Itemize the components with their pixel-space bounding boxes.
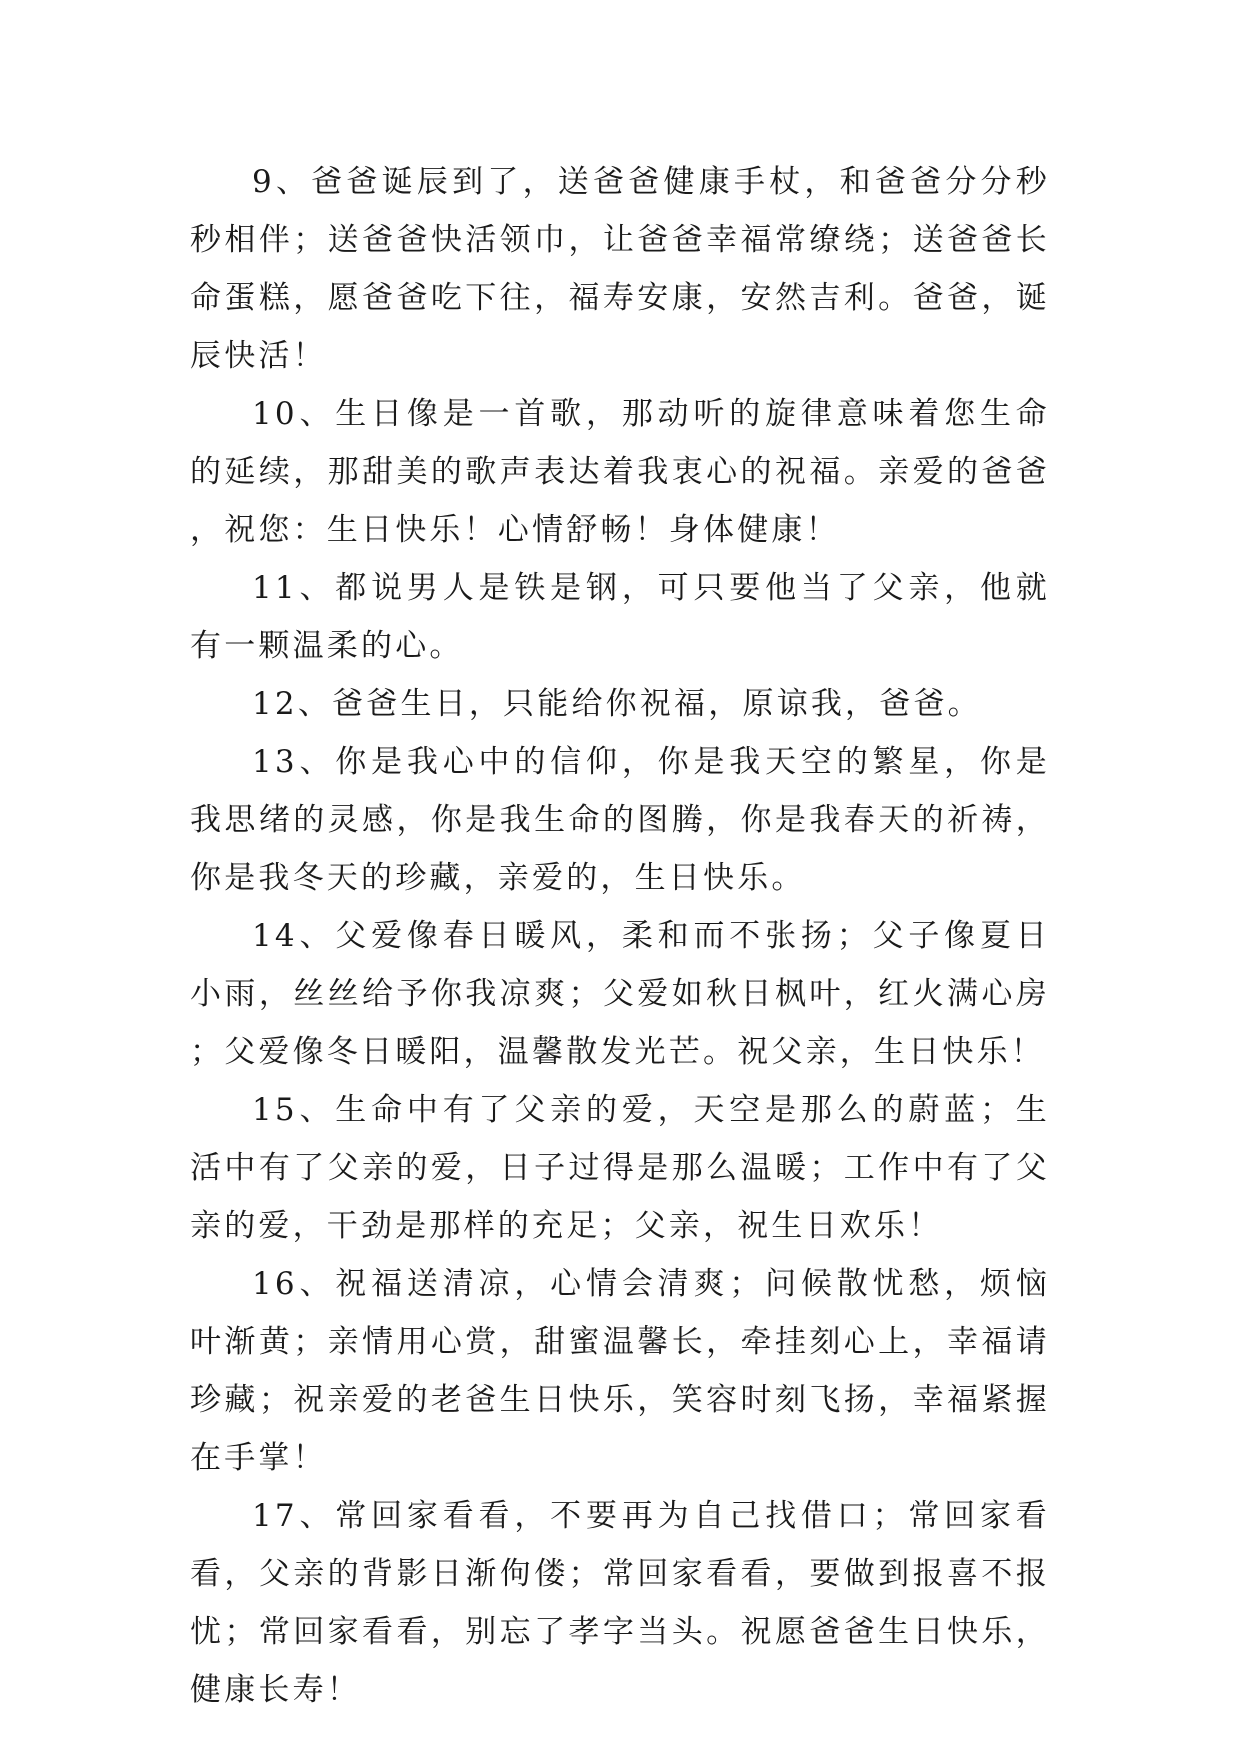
paragraph-9: 9、爸爸诞辰到了，送爸爸健康手杖，和爸爸分分秒秒相伴；送爸爸快活领巾，让爸爸幸福常缭绕；送爸爸长命蛋糕，愿爸爸吃下往，福寿安康，安然吉利。爸爸，诞辰快活！ [190, 164, 1050, 374]
paragraph-11: 11、都说男人是铁是钢，可只要他当了父亲，他就有一颗温柔的心。 [190, 570, 1050, 664]
document-body [190, 153, 1050, 1719]
paragraph-14: 14、父爱像春日暖风，柔和而不张扬；父子像夏日小雨，丝丝给予你我凉爽；父爱如秋日枫叶，红火满心房；父爱像冬日暖阳，温馨散发光芒。祝父亲，生日快乐！ [190, 918, 1050, 1070]
paragraph-17: 17、常回家看看，不要再为自己找借口；常回家看看，父亲的背影日渐佝偻；常回家看看，要做到报喜不报忧；常回家看看，别忘了孝字当头。祝愿爸爸生日快乐，健康长寿！ [190, 1498, 1050, 1708]
paragraph-12: 12、爸爸生日，只能给你祝福，原谅我，爸爸。 [252, 686, 982, 722]
paragraph-16: 16、祝福送清凉，心情会清爽；问候散忧愁，烦恼叶渐黄；亲情用心赏，甜蜜温馨长，牵挂刻心上，幸福请珍藏；祝亲爱的老爸生日快乐，笑容时刻飞扬，幸福紧握在手掌！ [190, 1266, 1050, 1476]
paragraph-10: 10、生日像是一首歌，那动听的旋律意味着您生命的延续，那甜美的歌声表达着我衷心的祝福。亲爱的爸爸，祝您：生日快乐！心情舒畅！身体健康！ [190, 396, 1050, 548]
paragraph-15: 15、生命中有了父亲的爱，天空是那么的蔚蓝；生活中有了父亲的爱，日子过得是那么温暖；工作中有了父亲的爱，干劲是那样的充足；父亲，祝生日欢乐！ [190, 1092, 1050, 1244]
paragraph-13: 13、你是我心中的信仰，你是我天空的繁星，你是我思绪的灵感，你是我生命的图腾，你是我春天的祈祷，你是我冬天的珍藏，亲爱的，生日快乐。 [190, 744, 1050, 896]
